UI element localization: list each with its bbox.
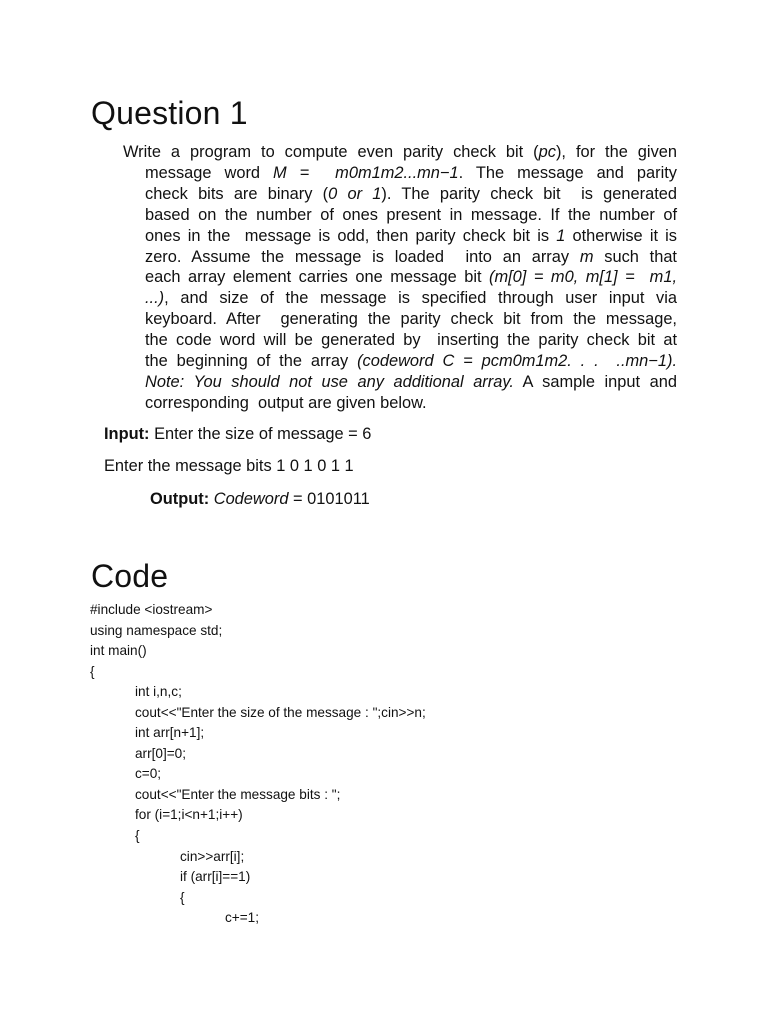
output-word: Codeword (213, 490, 289, 508)
paragraph-text: (m[0] = m0, m[1] = m1, (489, 268, 677, 287)
paragraph-line (123, 372, 677, 393)
code-line: #include <iostream> (90, 602, 213, 617)
question-heading: Question 1 (91, 95, 248, 131)
input-label: Input: (104, 425, 150, 443)
paragraph-line (123, 163, 677, 184)
paragraph-line (123, 393, 677, 414)
input-text: Enter the size of message = 6 (149, 425, 372, 443)
paragraph-text: such that (593, 247, 677, 266)
paragraph-line (123, 351, 677, 372)
sample-bits-line: Enter the message bits 1 0 1 0 1 1 (104, 457, 354, 475)
paragraph-line (123, 184, 677, 205)
paragraph-text: ), for the given (555, 143, 677, 161)
code-line: int arr[n+1]; (135, 725, 205, 741)
paragraph-text: A sample input and (513, 372, 677, 391)
paragraph-text: check bits are binary ( (145, 184, 329, 203)
output-label: Output: (150, 490, 210, 508)
paragraph-text: zero. Assume the message is loaded into an array (145, 247, 580, 266)
sample-output-line (150, 490, 370, 509)
paragraph-line (123, 226, 677, 247)
paragraph-text: M = m0m1m2...mn−1 (273, 163, 459, 182)
paragraph-line (123, 247, 677, 268)
paragraph-text: m (579, 247, 594, 266)
code-line: cout<<"Enter the size of the message : ";cin>>n; (135, 704, 426, 720)
question-paragraph (123, 142, 677, 414)
code-line: int main() (90, 643, 147, 659)
paragraph-text: 0 or 1 (328, 184, 382, 203)
paragraph-text: message word (145, 163, 273, 182)
paragraph-line (123, 309, 677, 330)
code-line: { (135, 828, 140, 844)
paragraph-text: the code word will be generated by inserting the parity check bit at (145, 331, 677, 350)
code-line: using namespace std; (90, 622, 223, 638)
paragraph-text: the beginning of the array (145, 352, 358, 371)
paragraph-text: Write a program to compute even parity check bit ( (123, 143, 539, 161)
code-heading: Code (91, 558, 169, 594)
paragraph-text: keyboard. After generating the parity check bit from the message, (145, 310, 677, 329)
paragraph-line (123, 205, 677, 226)
paragraph-text: Note: You should not use any additional array. (145, 372, 514, 391)
code-line: for (i=1;i<n+1;i++) (135, 807, 243, 823)
paragraph-text: otherwise it is (565, 226, 678, 245)
code-line: cout<<"Enter the message bits : "; (135, 786, 341, 802)
output-text: = 0101011 (288, 490, 370, 508)
paragraph-text: . The message and parity (458, 163, 677, 182)
paragraph-text: ones in the message is odd, then parity check bit is (145, 226, 557, 245)
code-block (90, 600, 426, 929)
sample-input-line (104, 425, 371, 444)
code-line: { (180, 889, 185, 905)
code-line: cin>>arr[i]; (180, 848, 245, 864)
code-line: if (arr[i]==1) (180, 869, 251, 885)
paragraph-text: ). The parity check bit is generated (381, 184, 677, 203)
code-line: { (90, 663, 95, 679)
paragraph-text: each array element carries one message bit (145, 268, 490, 287)
code-line: c+=1; (225, 910, 260, 926)
code-line: int i,n,c; (135, 684, 182, 700)
code-line: c=0; (135, 766, 162, 782)
paragraph-line (123, 288, 677, 309)
paragraph-line (123, 267, 677, 288)
code-line: arr[0]=0; (135, 745, 187, 761)
paragraph-text: corresponding output are given below. (145, 393, 427, 412)
paragraph-line (123, 330, 677, 351)
paragraph-text: (codeword C = pcm0m1m2. . . ..mn−1). (357, 352, 677, 371)
paragraph-text: , and size of the message is specified through user input via (164, 289, 677, 308)
paragraph-text: pc (538, 143, 556, 161)
paragraph-text: based on the number of ones present in message. If the number of (145, 205, 677, 224)
paragraph-text: ...) (145, 289, 165, 308)
paragraph-line (123, 142, 677, 163)
paragraph-text: 1 (556, 226, 566, 245)
